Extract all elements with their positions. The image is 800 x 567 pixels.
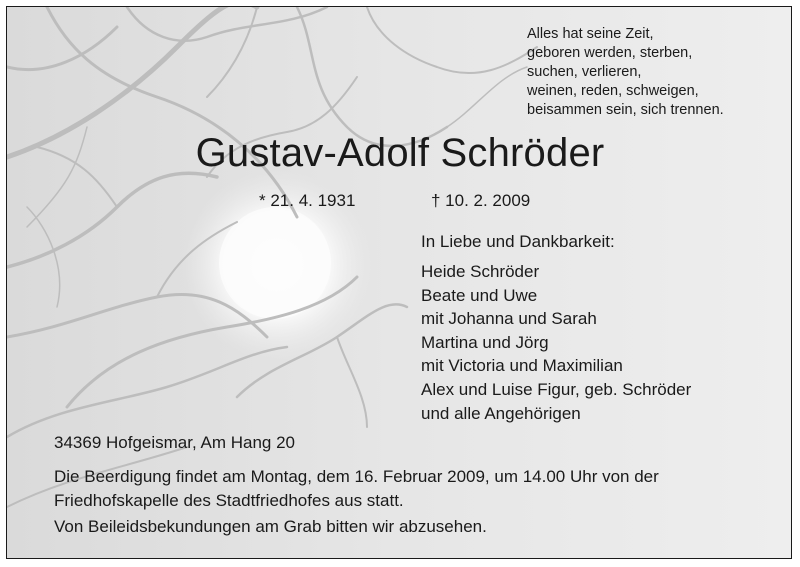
address: 34369 Hofgeismar, Am Hang 20 (54, 433, 295, 452)
deceased-name: Gustav-Adolf Schröder (195, 131, 605, 175)
gratitude-line: In Liebe und Dankbarkeit: (421, 232, 615, 251)
mourners-list: Heide Schröder Beate und Uwe mit Johanna und Sarah Martina und Jörg mit Victoria und Maximilian Alex und Luise Figur, geb. Schröder und alle Angehörigen (421, 262, 692, 423)
funeral-notice: Die Beerdigung findet am Montag, dem 16. Februar 2009, um 14.00 Uhr von der Friedhofskapelle des Stadtfriedhofes aus statt. (54, 467, 659, 510)
birth-date: * 21. 4. 1931 (259, 191, 356, 210)
death-date: † 10. 2. 2009 (431, 191, 531, 210)
condolence-note: Von Beileidsbekundungen am Grab bitten wir abzusehen. (54, 517, 487, 536)
obituary-card (6, 6, 792, 559)
quote-text: Alles hat seine Zeit, geboren werden, sterben, suchen, verlieren, weinen, reden, schweigen, beisammen sein, sich trennen. (527, 26, 724, 118)
